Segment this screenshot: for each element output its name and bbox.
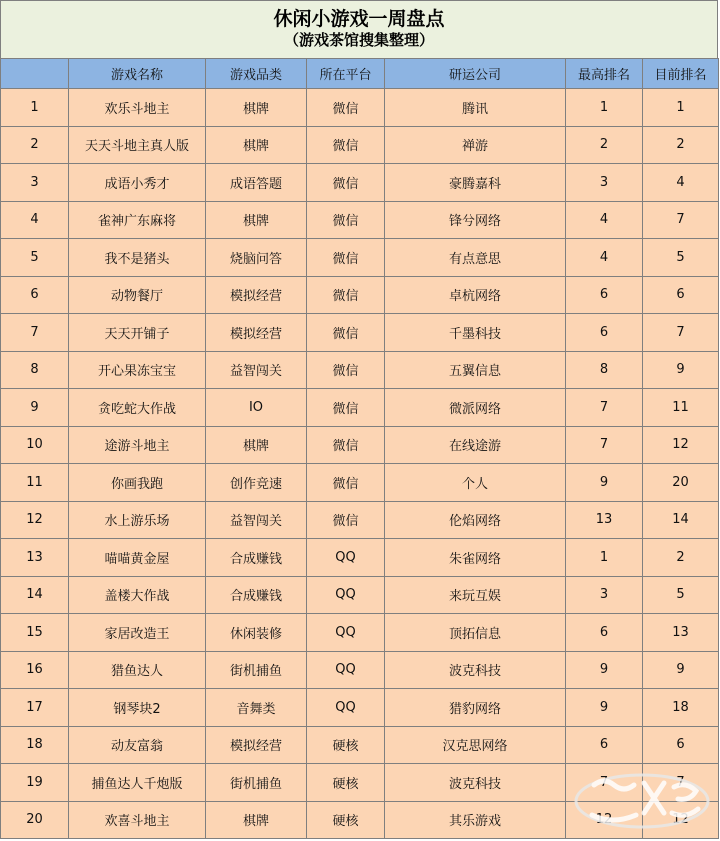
cell-index: 20: [1, 801, 69, 839]
cell-name: 动物餐厅: [69, 276, 206, 314]
header-cell-category: 游戏品类: [206, 59, 307, 89]
table-row: [1, 651, 719, 689]
cell-company: 伦焰网络: [385, 501, 566, 539]
cell-best-rank: 7: [566, 426, 643, 464]
cell-company: 个人: [385, 464, 566, 502]
cell-category: 街机捕鱼: [206, 651, 307, 689]
cell-current-rank: 5: [643, 576, 719, 614]
cell-current-rank: 7: [643, 201, 719, 239]
cell-index: 2: [1, 126, 69, 164]
cell-best-rank: 3: [566, 576, 643, 614]
cell-company: 汉克思网络: [385, 726, 566, 764]
cell-platform: 微信: [307, 201, 385, 239]
cell-index: 13: [1, 539, 69, 577]
cell-name: 家居改造王: [69, 614, 206, 652]
cell-name: 水上游乐场: [69, 501, 206, 539]
page-title: 休闲小游戏一周盘点: [273, 8, 445, 30]
cell-name: 动友富翁: [69, 726, 206, 764]
header-cell-best-rank: 最高排名: [566, 59, 643, 89]
cell-category: IO: [206, 389, 307, 427]
cell-category: 棋牌: [206, 201, 307, 239]
cell-name: 雀神广东麻将: [69, 201, 206, 239]
cell-category: 创作竞速: [206, 464, 307, 502]
table-row: [1, 164, 719, 202]
table-row: [1, 351, 719, 389]
table-row: [1, 726, 719, 764]
cell-name: 欢喜斗地主: [69, 801, 206, 839]
cell-company: 朱雀网络: [385, 539, 566, 577]
cell-current-rank: 2: [643, 126, 719, 164]
cell-name: 天天斗地主真人版: [69, 126, 206, 164]
cell-platform: QQ: [307, 689, 385, 727]
cell-category: 休闲装修: [206, 614, 307, 652]
table-row: [1, 576, 719, 614]
cell-index: 11: [1, 464, 69, 502]
cell-best-rank: 13: [566, 501, 643, 539]
cell-index: 6: [1, 276, 69, 314]
cell-company: 猎豹网络: [385, 689, 566, 727]
cell-platform: 微信: [307, 276, 385, 314]
cell-current-rank: 9: [643, 651, 719, 689]
cell-platform: 硬核: [307, 764, 385, 802]
cell-index: 12: [1, 501, 69, 539]
cell-company: 微派网络: [385, 389, 566, 427]
cell-current-rank: 14: [643, 501, 719, 539]
table-row: [1, 539, 719, 577]
table-row: [1, 314, 719, 352]
cell-company: 来玩互娱: [385, 576, 566, 614]
cell-company: 腾讯: [385, 89, 566, 127]
cell-current-rank: 1: [643, 89, 719, 127]
cell-best-rank: 6: [566, 314, 643, 352]
cell-platform: 微信: [307, 239, 385, 277]
cell-company: 有点意思: [385, 239, 566, 277]
cell-index: 5: [1, 239, 69, 277]
cell-platform: QQ: [307, 651, 385, 689]
cell-name: 途游斗地主: [69, 426, 206, 464]
cell-best-rank: 6: [566, 726, 643, 764]
cell-company: 顶拓信息: [385, 614, 566, 652]
cell-index: 8: [1, 351, 69, 389]
cell-current-rank: 11: [643, 389, 719, 427]
cell-category: 棋牌: [206, 89, 307, 127]
cell-best-rank: 8: [566, 351, 643, 389]
cell-current-rank: 7: [643, 314, 719, 352]
cell-current-rank: 9: [643, 351, 719, 389]
cell-best-rank: 3: [566, 164, 643, 202]
cell-category: 棋牌: [206, 801, 307, 839]
cell-category: 棋牌: [206, 126, 307, 164]
table-row: [1, 426, 719, 464]
cell-index: 9: [1, 389, 69, 427]
cell-platform: QQ: [307, 614, 385, 652]
cell-category: 益智闯关: [206, 351, 307, 389]
cell-index: 15: [1, 614, 69, 652]
cell-best-rank: 7: [566, 389, 643, 427]
cell-name: 开心果冻宝宝: [69, 351, 206, 389]
cell-platform: 微信: [307, 89, 385, 127]
table-row: [1, 689, 719, 727]
cell-platform: 微信: [307, 126, 385, 164]
cell-platform: 微信: [307, 389, 385, 427]
cell-current-rank: 2: [643, 539, 719, 577]
cell-best-rank: 6: [566, 614, 643, 652]
cell-index: 7: [1, 314, 69, 352]
cell-platform: QQ: [307, 576, 385, 614]
cell-current-rank: 18: [643, 689, 719, 727]
cell-index: 3: [1, 164, 69, 202]
cell-current-rank: 5: [643, 239, 719, 277]
cell-index: 16: [1, 651, 69, 689]
cell-best-rank: 9: [566, 464, 643, 502]
table-row: [1, 464, 719, 502]
header-cell-platform: 所在平台: [307, 59, 385, 89]
cell-platform: 微信: [307, 351, 385, 389]
cell-best-rank: 1: [566, 89, 643, 127]
cell-best-rank: 12: [566, 801, 643, 839]
cell-name: 钢琴块2: [69, 689, 206, 727]
cell-name: 你画我跑: [69, 464, 206, 502]
cell-best-rank: 7: [566, 764, 643, 802]
cell-best-rank: 9: [566, 651, 643, 689]
cell-index: 10: [1, 426, 69, 464]
header-cell-index: [1, 59, 69, 89]
cell-category: 模拟经营: [206, 276, 307, 314]
cell-index: 4: [1, 201, 69, 239]
cell-current-rank: 13: [643, 614, 719, 652]
table-row: [1, 764, 719, 802]
cell-name: 欢乐斗地主: [69, 89, 206, 127]
cell-category: 模拟经营: [206, 726, 307, 764]
cell-current-rank: 12: [643, 801, 719, 839]
cell-company: 波克科技: [385, 651, 566, 689]
cell-company: 豪腾嘉科: [385, 164, 566, 202]
cell-company: 千墨科技: [385, 314, 566, 352]
table-row: [1, 389, 719, 427]
cell-best-rank: 4: [566, 239, 643, 277]
table-row: [1, 239, 719, 277]
ranking-table: [0, 58, 719, 839]
cell-category: 街机捕鱼: [206, 764, 307, 802]
cell-company: 波克科技: [385, 764, 566, 802]
cell-current-rank: 7: [643, 764, 719, 802]
table-body: [1, 89, 719, 839]
cell-company: 五翼信息: [385, 351, 566, 389]
cell-name: 我不是猪头: [69, 239, 206, 277]
cell-current-rank: 20: [643, 464, 719, 502]
cell-company: 卓杭网络: [385, 276, 566, 314]
cell-category: 合成赚钱: [206, 576, 307, 614]
cell-category: 成语答题: [206, 164, 307, 202]
cell-name: 天天开铺子: [69, 314, 206, 352]
cell-name: 猎鱼达人: [69, 651, 206, 689]
cell-category: 烧脑问答: [206, 239, 307, 277]
cell-category: 益智闯关: [206, 501, 307, 539]
cell-platform: 微信: [307, 464, 385, 502]
cell-company: 在线途游: [385, 426, 566, 464]
header-cell-name: 游戏名称: [69, 59, 206, 89]
cell-best-rank: 9: [566, 689, 643, 727]
cell-current-rank: 6: [643, 726, 719, 764]
cell-name: 捕鱼达人千炮版: [69, 764, 206, 802]
cell-name: 成语小秀才: [69, 164, 206, 202]
cell-index: 14: [1, 576, 69, 614]
cell-index: 1: [1, 89, 69, 127]
cell-index: 18: [1, 726, 69, 764]
cell-platform: 微信: [307, 314, 385, 352]
cell-platform: 微信: [307, 501, 385, 539]
cell-best-rank: 6: [566, 276, 643, 314]
table-row: [1, 126, 719, 164]
cell-company: 其乐游戏: [385, 801, 566, 839]
cell-platform: 硬核: [307, 801, 385, 839]
cell-category: 音舞类: [206, 689, 307, 727]
table-row: [1, 614, 719, 652]
cell-name: 贪吃蛇大作战: [69, 389, 206, 427]
cell-platform: 硬核: [307, 726, 385, 764]
table-row: [1, 501, 719, 539]
cell-category: 模拟经营: [206, 314, 307, 352]
cell-best-rank: 2: [566, 126, 643, 164]
cell-index: 19: [1, 764, 69, 802]
cell-platform: 微信: [307, 164, 385, 202]
page-subtitle: （游戏茶馆搜集整理）: [283, 31, 434, 49]
cell-platform: QQ: [307, 539, 385, 577]
header-row: [1, 59, 719, 89]
table-row: [1, 276, 719, 314]
table-row: [1, 801, 719, 839]
cell-index: 17: [1, 689, 69, 727]
cell-company: 禅游: [385, 126, 566, 164]
table-row: [1, 89, 719, 127]
cell-best-rank: 4: [566, 201, 643, 239]
cell-name: 盖楼大作战: [69, 576, 206, 614]
header-cell-company: 研运公司: [385, 59, 566, 89]
cell-name: 喵喵黄金屋: [69, 539, 206, 577]
header-cell-current-rank: 目前排名: [643, 59, 719, 89]
cell-company: 锋兮网络: [385, 201, 566, 239]
cell-category: 合成赚钱: [206, 539, 307, 577]
cell-best-rank: 1: [566, 539, 643, 577]
cell-current-rank: 6: [643, 276, 719, 314]
cell-platform: 微信: [307, 426, 385, 464]
cell-current-rank: 4: [643, 164, 719, 202]
title-block: [0, 0, 718, 58]
cell-current-rank: 12: [643, 426, 719, 464]
cell-category: 棋牌: [206, 426, 307, 464]
table-row: [1, 201, 719, 239]
